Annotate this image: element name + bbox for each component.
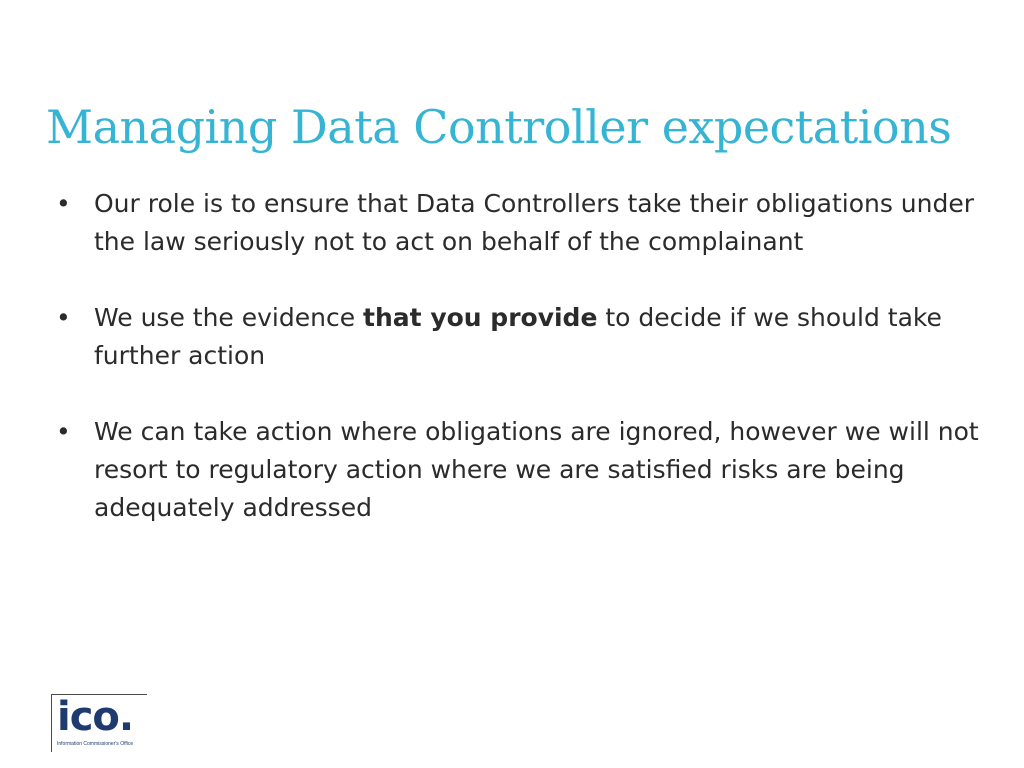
bullet-text-part: Our role is to ensure that Data Controllers take their obligations under the law seriously not to act on behalf of the complainant [94,189,975,256]
bullet-item [52,299,982,375]
bullet-text [94,303,942,370]
bullet-text-part: We use the evidence [94,303,364,332]
bullet-icon: • [56,189,71,218]
bullet-icon: • [56,417,71,446]
bullet-list [52,185,982,565]
bullet-text [94,417,979,522]
bullet-text-part: We can take action where obligations are ignored, however we will not resort to regulatory action where we are satisfied risks are being adequately addressed [94,417,979,522]
ico-logo-subtitle: Information Commissioner's Office [57,741,134,747]
bullet-icon: • [56,303,71,332]
slide-title: Managing Data Controller expectations [46,100,952,154]
bullet-text [94,189,974,256]
bullet-text-part: to decide if we should take further action [94,303,942,370]
bullet-item [52,185,982,261]
ico-logo [51,694,147,752]
bullet-text-emphasis: that you provide [363,303,598,332]
ico-logo-mark: ico. [57,694,134,740]
bullet-item [52,413,982,527]
